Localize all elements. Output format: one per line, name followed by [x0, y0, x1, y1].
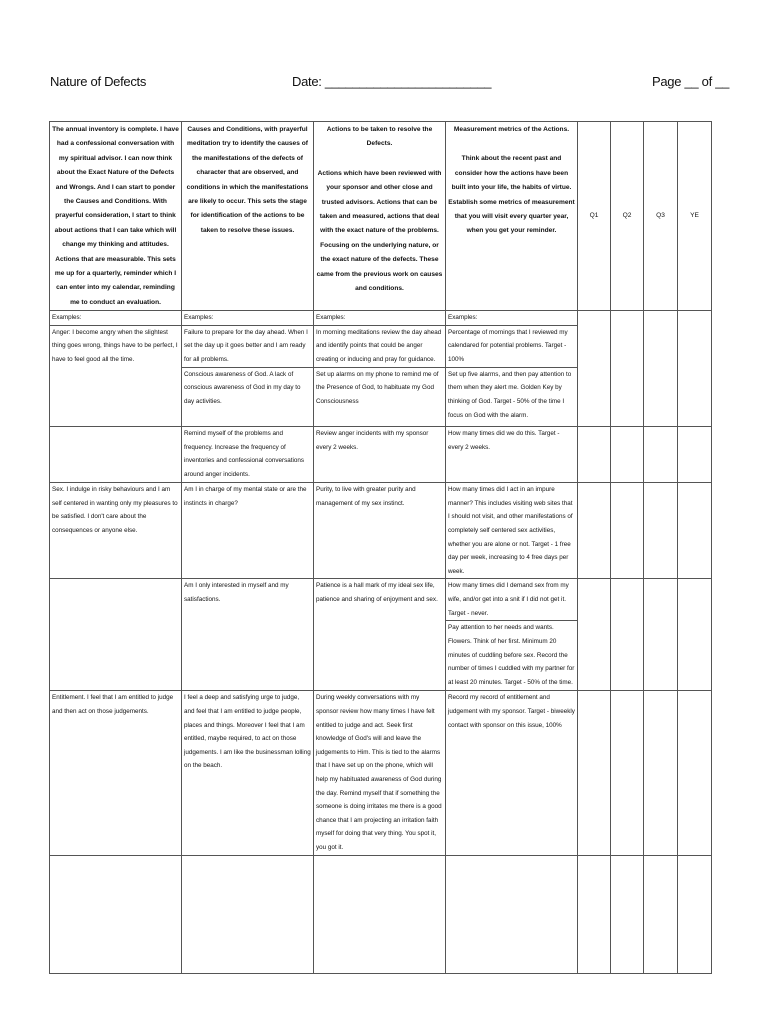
q1-cell[interactable]: [578, 427, 611, 483]
metric-text: How many times did I demand sex from my wife, and/or get into a snit if I did not get it. Target - never.: [446, 579, 577, 621]
causes-cell[interactable]: I feel a deep and satisfying urge to judge, and feel that I am entitled to judge people, places and things. Moreover I feel that I am entitled, maybe required, to act on those judgements. I am like the businessman lolling on the beach.: [182, 691, 314, 855]
action-text: Set up alarms on my phone to remind me of the Presence of God, to habituate my God Consciousness: [316, 370, 439, 406]
q2-cell[interactable]: [611, 427, 644, 483]
cause-text: Conscious awareness of God. A lack of conscious awareness of God in my day to day activities.: [184, 370, 301, 406]
col3-description: Actions which have been reviewed with your sponsor and other close and trusted advisors. Actions that can be taken and measured, actions that deal with the exact nature of the problems. Focusing on the underlying nature, or the exact nature of the defects. These came from the previous work on causes and conditions.: [316, 169, 443, 293]
causes-cell[interactable]: Am I only interested in myself and my satisfactions.: [182, 579, 314, 691]
ye-cell[interactable]: [678, 691, 712, 855]
metric-text: Percentage of mornings that I reviewed my calendared for potential problems. Target - 100%: [446, 326, 577, 368]
causes-cell[interactable]: Remind myself of the problems and frequency. Increase the frequency of inventories and confessional conversations around anger incidents.: [182, 427, 314, 483]
ye-cell[interactable]: [678, 427, 712, 483]
table-row: [50, 579, 712, 691]
page-number-field[interactable]: Page __ of __: [652, 74, 730, 89]
actions-cell[interactable]: [314, 855, 446, 973]
q2-cell[interactable]: [611, 691, 644, 855]
actions-cell[interactable]: Purity, to live with greater purity and management of my sex instinct.: [314, 483, 446, 579]
col4-instructions: Establish some metrics of measurement that you will visit every quarter year, when you get your reminder.: [448, 198, 575, 235]
defect-cell[interactable]: Entitlement. I feel that I am entitled to judge and then act on those judgements.: [50, 691, 182, 855]
metrics-cell[interactable]: Record my record of entitlement and judgement with my sponsor. Target - biweekly contact with sponsor on this issue, 100%: [446, 691, 578, 855]
q3-header: Q3: [644, 122, 678, 311]
metrics-cell[interactable]: [446, 855, 578, 973]
col2-causes-header: Causes and Conditions, with prayerful meditation try to identify the causes of the manifestations of the defects of character that are observed, and conditions in which the manifestations are likely to occur. This sets the stage for identification of the actions to be taken to resolve these issues.: [182, 122, 314, 311]
q3-cell[interactable]: [644, 483, 678, 579]
table-row: [50, 483, 712, 579]
defects-table: [49, 121, 712, 974]
examples-label: Examples:: [50, 311, 181, 326]
table-row: [50, 691, 712, 855]
causes-cell[interactable]: [182, 311, 314, 427]
actions-cell[interactable]: Review anger incidents with my sponsor every 2 weeks.: [314, 427, 446, 483]
q2-cell[interactable]: [611, 483, 644, 579]
action-text: In morning meditations review the day ahead and identify points that could be anger creating or inducing and pray for guidance.: [314, 326, 445, 368]
ye-cell[interactable]: [678, 579, 712, 691]
actions-cell[interactable]: During weekly conversations with my sponsor review how many times I have felt entitled to judge and act. Seek first knowledge of God's will and leave the judgements to Him. This is tied to the alarms that I have set up on the phone, which will help my habituated awareness of God during the day. Remind myself that if something the someone is doing irritates me there is a good chance that I am projecting an irritation faith myself for doing that very thing. You spot it, you got it.: [314, 691, 446, 855]
examples-label: Examples:: [182, 311, 313, 326]
metrics-cell[interactable]: [446, 311, 578, 427]
defect-cell[interactable]: [50, 427, 182, 483]
ye-cell[interactable]: [678, 855, 712, 973]
table-row: [50, 427, 712, 483]
defect-text: Anger: I become angry when the slightest thing goes wrong, things have to be perfect, I have to feel good all the time.: [52, 328, 178, 364]
defect-cell[interactable]: [50, 579, 182, 691]
defect-cell[interactable]: [50, 311, 182, 427]
examples-label: Examples:: [314, 311, 445, 326]
actions-cell[interactable]: [314, 311, 446, 427]
col1-instructions: The annual inventory is complete. I have had a confessional conversation with my spiritual advisor. I can now think about the Exact Nature of the Defects and Wrongs. And I can start to ponder the Causes and Conditions. With prayerful consideration, I start to think about actions that I can take which will change my thinking and attitudes. Actions that are measurable. This sets me up for a quarterly, reminder which I can enter into my calendar, reminding me to conduct an evaluation.: [50, 122, 182, 311]
q2-header: Q2: [611, 122, 644, 311]
col3-actions-header: [314, 122, 446, 311]
q1-header: Q1: [578, 122, 611, 311]
cause-text: Failure to prepare for the day ahead. When I set the day up it goes better and I am ready for all problems.: [182, 326, 313, 368]
q2-cell[interactable]: [611, 855, 644, 973]
causes-cell[interactable]: Am I in charge of my mental state or are the instincts in charge?: [182, 483, 314, 579]
q1-cell[interactable]: [578, 311, 611, 427]
q3-cell[interactable]: [644, 691, 678, 855]
q2-cell[interactable]: [611, 579, 644, 691]
metric-text: Set up five alarms, and then pay attention to them when they alert me. Golden Key by thinking of God. Target - 50% of the time I focus on God with the alarm.: [448, 370, 572, 419]
q3-cell[interactable]: [644, 311, 678, 427]
header-row: [50, 122, 712, 311]
table-row: [50, 855, 712, 973]
q1-cell[interactable]: [578, 483, 611, 579]
q3-cell[interactable]: [644, 855, 678, 973]
metrics-cell[interactable]: [446, 579, 578, 691]
examples-label: Examples:: [446, 311, 577, 326]
col3-title: Actions to be taken to resolve the Defects.: [326, 126, 433, 148]
q1-cell[interactable]: [578, 855, 611, 973]
table-row: [50, 311, 712, 427]
q3-cell[interactable]: [644, 427, 678, 483]
actions-cell[interactable]: Patience is a hall mark of my ideal sex life, patience and sharing of enjoyment and sex.: [314, 579, 446, 691]
metric-text: Pay attention to her needs and wants. Flowers. Think of her first. Minimum 20 minutes of cuddling before sex. Record the number of times I cuddled with my partner for at least 20 minutes. Target - 50% of the time.: [448, 624, 575, 686]
col4-description: Think about the recent past and consider how the actions have been built into your life, the habits of virtue.: [451, 155, 572, 192]
q1-cell[interactable]: [578, 579, 611, 691]
defect-cell[interactable]: Sex. I indulge in risky behaviours and I am self centered in wanting only my pleasures to be satisfied. I don't care about the consequences or anyone else.: [50, 483, 182, 579]
q3-cell[interactable]: [644, 579, 678, 691]
q1-cell[interactable]: [578, 691, 611, 855]
metrics-cell[interactable]: How many times did I act in an impure manner? This includes visiting web sites that I should not visit, and other manifestations of completely self centered sex activities, whether you are alone or not. Target - 1 free day per week, increasing to 4 free days per week.: [446, 483, 578, 579]
defect-cell[interactable]: [50, 855, 182, 973]
q2-cell[interactable]: [611, 311, 644, 427]
metrics-cell[interactable]: How many times did we do this. Target - every 2 weeks.: [446, 427, 578, 483]
ye-cell[interactable]: [678, 311, 712, 427]
causes-cell[interactable]: [182, 855, 314, 973]
page-title: Nature of Defects: [50, 74, 147, 89]
ye-header: YE: [678, 122, 712, 311]
ye-cell[interactable]: [678, 483, 712, 579]
col4-title: Measurement metrics of the Actions.: [453, 126, 570, 133]
col4-metrics-header: [446, 122, 578, 311]
date-field[interactable]: Date: ________________________: [292, 74, 492, 89]
